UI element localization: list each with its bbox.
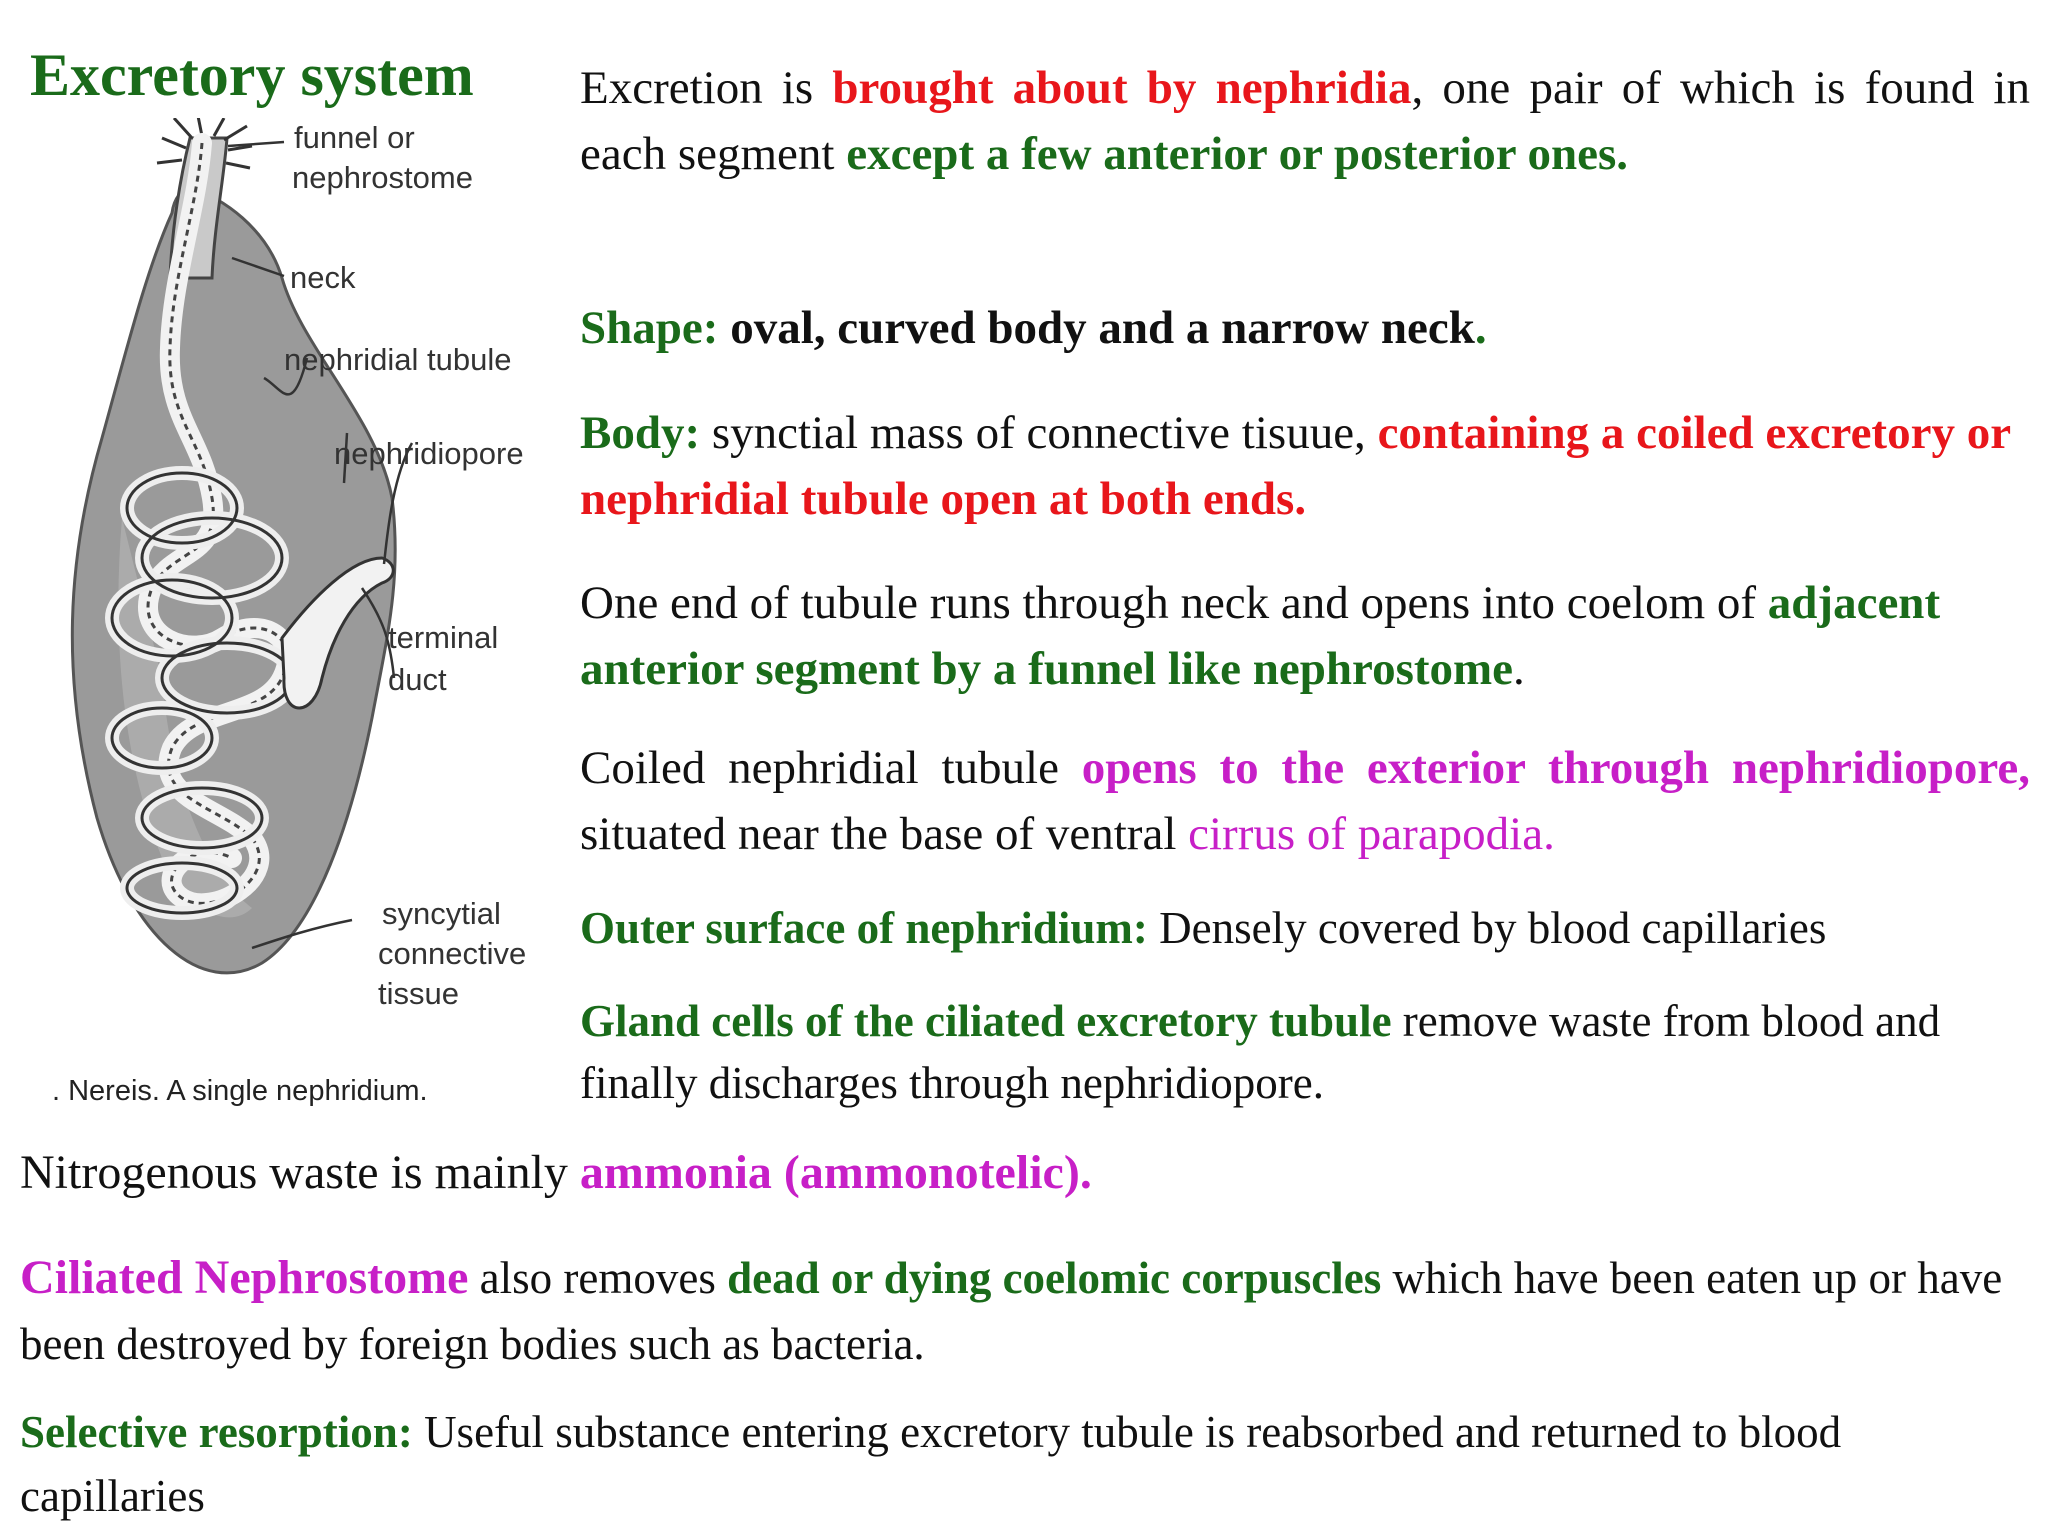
label-nephridiopore: nephridiopore — [334, 436, 524, 471]
text-run: . — [1474, 302, 1487, 354]
paragraph-selective-resorption — [20, 1400, 2020, 1528]
text-run: Excretion is — [580, 62, 833, 114]
heading-ciliated-nephrostome: Ciliated Nephrostome — [20, 1251, 469, 1304]
highlight-magenta: ammonia (ammonotelic). — [579, 1146, 1092, 1199]
highlight-green: adjacent anterior segment by a funnel like nephrostome — [580, 577, 1941, 695]
highlight-red: containing a coiled excretory or nephridial tubule open at both ends. — [580, 407, 2011, 525]
text-run: . — [1513, 643, 1525, 695]
text-run: also removes — [468, 1253, 728, 1303]
text-run: , one pair of which is found in each segment — [580, 62, 2030, 180]
paragraph-body — [580, 400, 2030, 532]
text-run: remove waste from blood and finally discharges through nephridiopore. — [580, 996, 1941, 1108]
highlight-green: dead or dying coelomic corpuscles — [727, 1253, 1382, 1303]
nephridium-diagram — [52, 118, 572, 1128]
heading-selective-resorption: Selective resorption: — [20, 1407, 413, 1457]
label-tissue: tissue — [378, 976, 459, 1011]
paragraph-tubule-end — [580, 570, 2030, 702]
paragraph-nitrogenous-waste — [20, 1140, 2020, 1206]
label-syncytial: syncytial — [382, 896, 501, 931]
text-run-bold: oval, curved body and a narrow neck — [730, 302, 1475, 354]
label-nephrostome: nephrostome — [292, 160, 473, 195]
text-run: synctial mass of connective tisuue, — [700, 407, 1378, 459]
heading-outer-surface: Outer surface of nephridium: — [580, 903, 1148, 953]
highlight-red: brought about by nephridia — [832, 62, 1412, 114]
paragraph-coiled-tubule — [580, 735, 2030, 867]
page-title: Excretory system — [30, 42, 474, 108]
heading-body: Body: — [580, 407, 701, 459]
label-nephridial-tubule: nephridial tubule — [284, 342, 512, 377]
text-run: Nitrogenous waste is mainly — [20, 1146, 580, 1199]
paragraph-gland-cells — [580, 990, 2030, 1114]
figure-caption: . Nereis. A single nephridium. — [52, 1075, 428, 1107]
text-run: Useful substance entering excretory tubule is reabsorbed and returned to blood capillaries — [20, 1407, 1842, 1521]
label-duct: duct — [388, 662, 447, 697]
label-connective: connective — [378, 936, 527, 971]
text-run: which have been eaten up or have been destroyed by foreign bodies such as bacteria. — [20, 1253, 2003, 1369]
paragraph-shape — [580, 295, 2030, 361]
nephridium-figure — [52, 118, 572, 1128]
label-terminal: terminal — [388, 620, 499, 655]
text-run: situated near the base of ventral — [580, 808, 1189, 860]
text-run: One end of tubule runs through neck and opens into coelom of — [580, 577, 1768, 629]
highlight-green: except a few anterior or posterior ones. — [846, 128, 1629, 180]
highlight-magenta-plain: cirrus of parapodia. — [1188, 808, 1555, 860]
paragraph-outer-surface — [580, 895, 2030, 961]
highlight-magenta: opens to the exterior through nephridiopore, — [1081, 742, 2030, 794]
heading-shape: Shape: — [580, 302, 731, 354]
label-funnel: funnel or — [294, 120, 415, 155]
paragraph-ciliated-nephrostome — [20, 1245, 2020, 1377]
label-neck: neck — [290, 260, 356, 295]
heading-gland-cells: Gland cells of the ciliated excretory tubule — [580, 996, 1392, 1046]
text-run: Coiled nephridial tubule — [580, 742, 1082, 794]
paragraph-excretion — [580, 55, 2030, 187]
text-run: Densely covered by blood capillaries — [1147, 903, 1827, 953]
